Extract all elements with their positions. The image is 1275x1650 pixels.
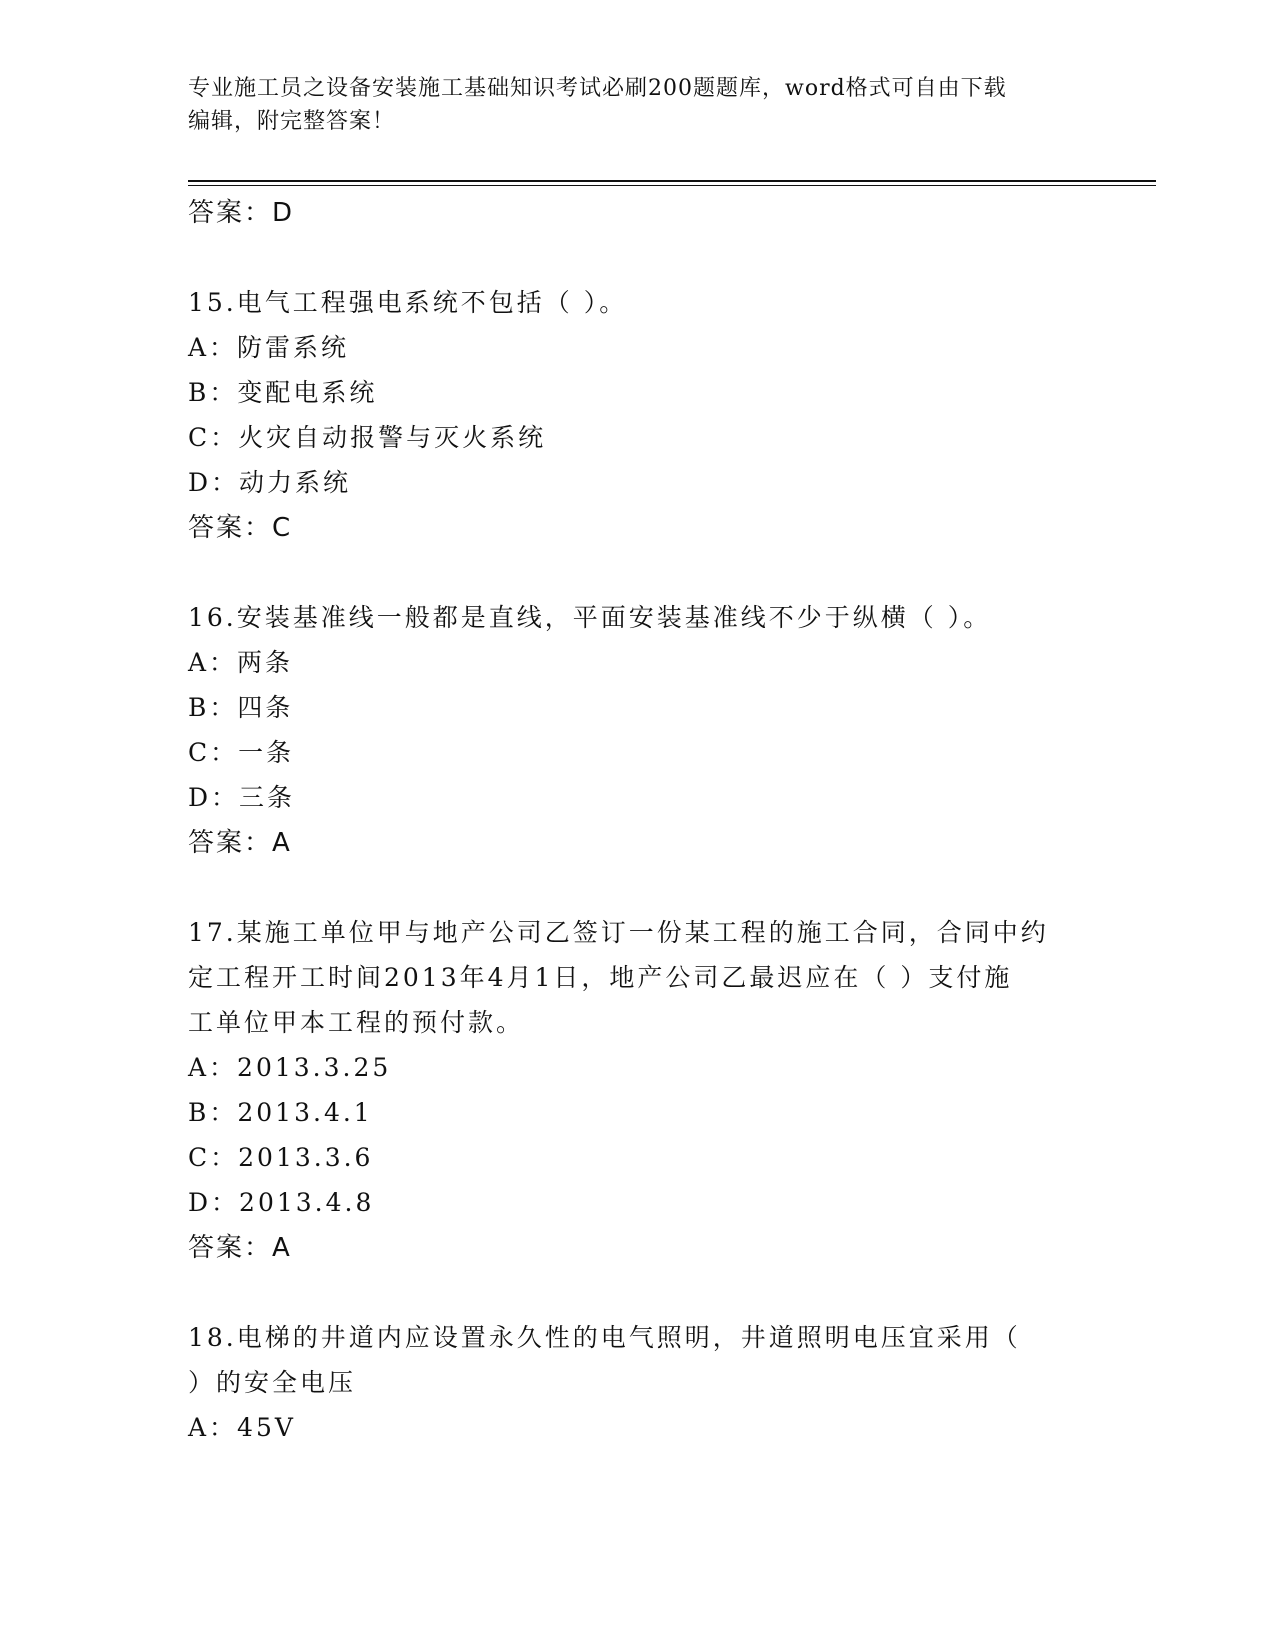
question-17 xyxy=(188,910,1088,1045)
option-a: A：两条 xyxy=(188,648,294,677)
question-text-line-1: 18.电梯的井道内应设置永久性的电气照明，井道照明电压宜采用（ xyxy=(188,1323,1021,1352)
question-text-line-2: ）的安全电压 xyxy=(188,1368,357,1397)
option-c: C：一条 xyxy=(188,738,295,767)
header-rule-thin xyxy=(188,185,1156,186)
option-c: C：火灾自动报警与灭火系统 xyxy=(188,423,547,452)
question-text-line-1: 17.某施工单位甲与地产公司乙签订一份某工程的施工合同，合同中约 xyxy=(188,918,1049,947)
option-b: B：四条 xyxy=(188,693,294,722)
option-a: A：45V xyxy=(188,1413,296,1442)
option-d: D：2013.4.8 xyxy=(188,1188,375,1217)
question-text-line-3: 工单位甲本工程的预付款。 xyxy=(188,1008,525,1037)
option-d: D：动力系统 xyxy=(188,468,352,497)
header-title-line-1: 专业施工员之设备安装施工基础知识考试必刷200题题库，word格式可自由下载 xyxy=(188,76,1007,101)
header-title-line-2: 编辑，附完整答案！ xyxy=(188,109,396,134)
question-18 xyxy=(188,1315,1088,1405)
question-list xyxy=(188,190,1088,1450)
option-d: D：三条 xyxy=(188,783,296,812)
question-16 xyxy=(188,595,1088,640)
document-header xyxy=(188,72,1068,138)
question-text-line-2: 定工程开工时间2013年4月1日，地产公司乙最迟应在（ ）支付施 xyxy=(188,963,1013,992)
option-b: B：变配电系统 xyxy=(188,378,378,407)
question-text: 15.电气工程强电系统不包括（ ）。 xyxy=(188,288,628,317)
answer-line: 答案：A xyxy=(188,1233,292,1263)
answer-line: 答案：C xyxy=(188,513,293,543)
option-b: B：2013.4.1 xyxy=(188,1098,373,1127)
option-a: A：2013.3.25 xyxy=(188,1053,392,1082)
question-text: 16.安装基准线一般都是直线，平面安装基准线不少于纵横（ ）。 xyxy=(188,603,992,632)
option-c: C：2013.3.6 xyxy=(188,1143,374,1172)
answer-line: 答案：A xyxy=(188,828,292,858)
answer-line: 答案：D xyxy=(188,198,295,228)
option-a: A：防雷系统 xyxy=(188,333,350,362)
header-rule-thick xyxy=(188,180,1156,182)
question-15 xyxy=(188,280,1088,325)
